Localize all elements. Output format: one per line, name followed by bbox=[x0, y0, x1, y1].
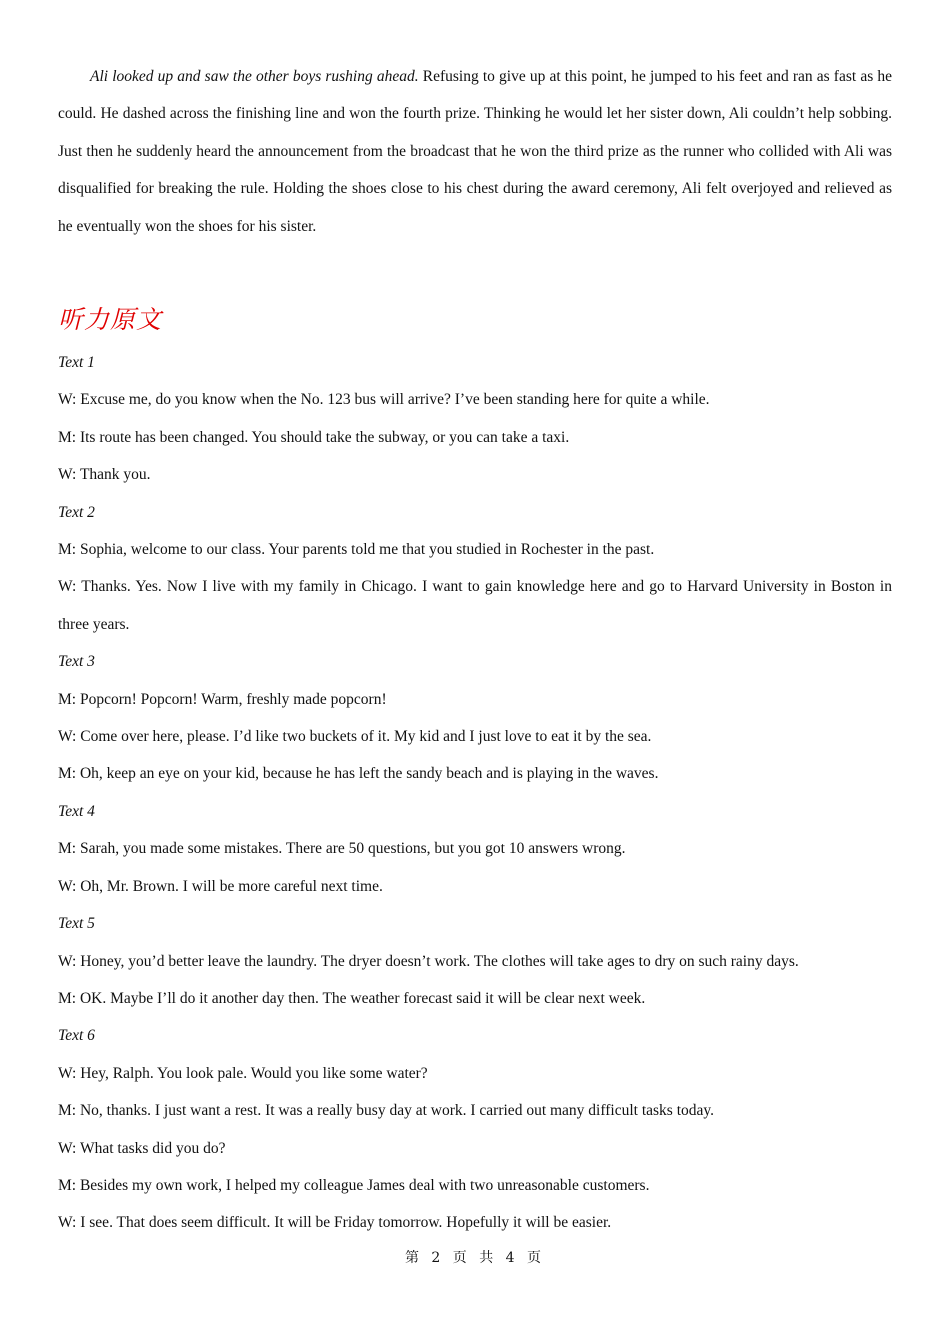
dialogue-line: M: OK. Maybe I’ll do it another day then. The weather forecast said it will be clear next week. bbox=[58, 989, 646, 1007]
text-label: Text 3 bbox=[58, 653, 95, 671]
dialogue-line: W: I see. That does seem difficult. It will be Friday tomorrow. Hopefully it will be easier. bbox=[58, 1214, 612, 1232]
dialogue-line: M: Its route has been changed. You should take the subway, or you can take a taxi. bbox=[58, 428, 570, 446]
text-label: Text 1 bbox=[58, 354, 95, 371]
story-paragraph bbox=[58, 58, 892, 245]
dialogue-line: M: No, thanks. I just want a rest. It was a really busy day at work. I carried out many difficult tasks today. bbox=[58, 1102, 715, 1120]
dialogue-line: M: Oh, keep an eye on your kid, because he has left the sandy beach and is playing in the waves. bbox=[58, 765, 659, 783]
dialogue-line: W: What tasks did you do? bbox=[58, 1139, 226, 1157]
story-paragraph-block bbox=[58, 58, 892, 245]
dialogue-line: W: Honey, you’d better leave the laundry. The dryer doesn’t work. The clothes will take ages to dry on such rainy days. bbox=[58, 952, 799, 970]
transcript bbox=[58, 344, 892, 1242]
text-label: Text 4 bbox=[58, 802, 95, 820]
story-body: Refusing to give up at this point, he jumped to his feet and ran as fast as he could. He dashed across the finishing line and won the fourth prize. Thinking he would let her sister down, Ali couldn’t help sobbing. Just then he suddenly heard the announcement from the broadcast that he won the third prize as the runner who collided with Ali was disqualified for breaking the rule. Holding the shoes close to his chest during the award ceremony, Ali felt overjoyed and relieved as he eventually won the shoes for his sister. bbox=[58, 68, 892, 235]
dialogue-line: W: Hey, Ralph. You look pale. Would you like some water? bbox=[58, 1064, 428, 1082]
dialogue-line: W: Come over here, please. I’d like two buckets of it. My kid and I just love to eat it by the sea. bbox=[58, 728, 652, 746]
story-lead-sentence: Ali looked up and saw the other boys rushing ahead. bbox=[90, 68, 419, 85]
dialogue-line: W: Thanks. Yes. Now I live with my family in Chicago. I want to gain knowledge here and go to Harvard University in Boston in three years. bbox=[58, 578, 892, 633]
text-label: Text 6 bbox=[58, 1027, 95, 1045]
dialogue-line: M: Besides my own work, I helped my colleague James deal with two unreasonable customers. bbox=[58, 1176, 650, 1194]
section-title: 听力原文 bbox=[58, 305, 163, 334]
dialogue-line: W: Oh, Mr. Brown. I will be more careful next time. bbox=[58, 877, 383, 895]
text-label: Text 5 bbox=[58, 915, 95, 933]
dialogue-line: W: Thank you. bbox=[58, 466, 151, 484]
dialogue-line: W: Excuse me, do you know when the No. 123 bus will arrive? I’ve been standing here for quite a while. bbox=[58, 391, 710, 409]
dialogue-line: M: Sarah, you made some mistakes. There are 50 questions, but you got 10 answers wrong. bbox=[58, 840, 626, 858]
page-footer: 第 2 页 共 4 页 bbox=[404, 1250, 546, 1266]
text-label: Text 2 bbox=[58, 503, 95, 521]
dialogue-line: M: Popcorn! Popcorn! Warm, freshly made popcorn! bbox=[58, 690, 387, 708]
dialogue-line: M: Sophia, welcome to our class. Your parents told me that you studied in Rochester in the past. bbox=[58, 541, 655, 559]
